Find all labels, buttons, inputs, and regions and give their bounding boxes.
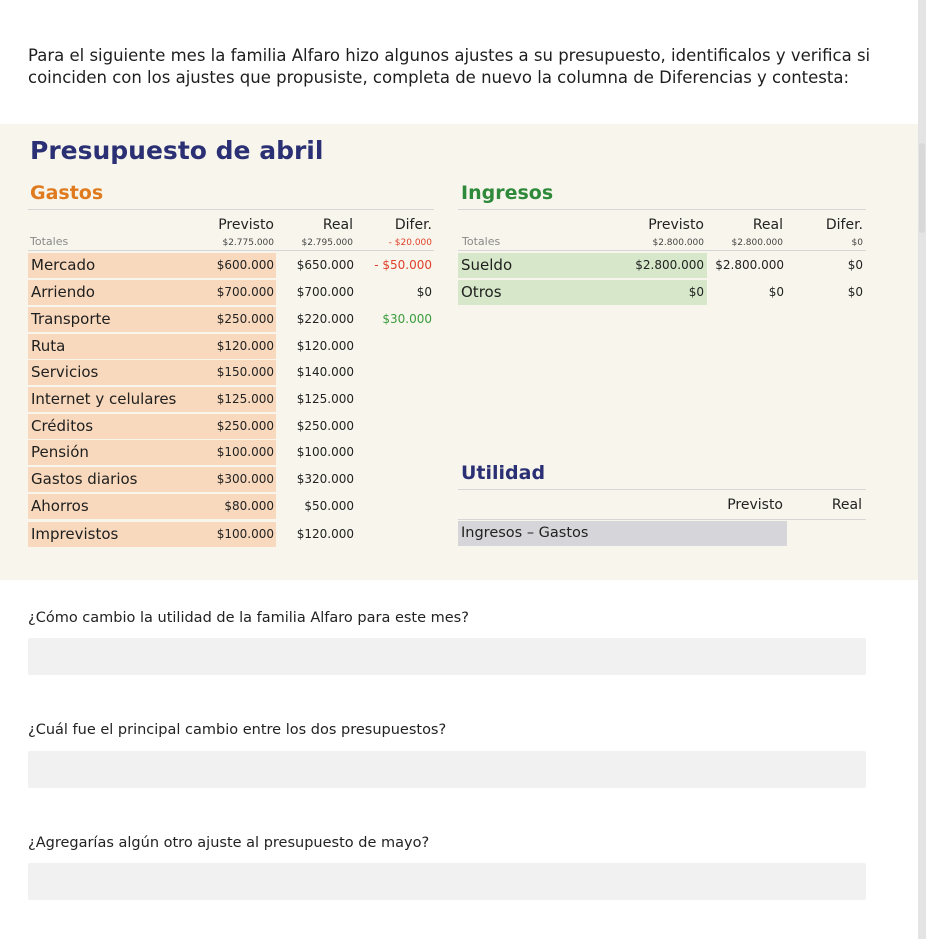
gastos-row-real: $50.000 xyxy=(304,499,354,513)
ingresos-header-difer: Difer. xyxy=(825,217,863,233)
gastos-row-difer: $30.000 xyxy=(382,312,432,326)
gastos-header-previsto: Previsto xyxy=(218,217,274,233)
gastos-row-difer[interactable] xyxy=(358,467,432,492)
gastos-row-real: $320.000 xyxy=(296,472,354,486)
gastos-row-real: $125.000 xyxy=(296,392,354,406)
gastos-row-label: Arriendo xyxy=(28,280,199,305)
answer-field-1[interactable] xyxy=(28,638,866,675)
budget-title: Presupuesto de abril xyxy=(30,136,324,165)
gastos-total-previsto: $2.775.000 xyxy=(222,238,274,248)
gastos-row-difer[interactable] xyxy=(358,414,432,439)
gastos-row-difer: - $50.000 xyxy=(374,258,432,272)
gastos-row-previsto: $600.000 xyxy=(198,253,276,278)
question-1: ¿Cómo cambio la utilidad de la familia Alfaro para este mes? xyxy=(28,610,469,626)
gastos-row-previsto: $80.000 xyxy=(198,494,276,519)
gastos-row-previsto: $700.000 xyxy=(198,280,276,305)
gastos-row-label: Imprevistos xyxy=(28,522,199,547)
gastos-row-label: Ahorros xyxy=(28,494,199,519)
answer-field-2[interactable] xyxy=(28,751,866,788)
gastos-row-label: Internet y celulares xyxy=(28,387,199,412)
ingresos-divider xyxy=(458,209,866,210)
gastos-row-difer[interactable] xyxy=(358,522,432,547)
ingresos-row-label: Otros xyxy=(458,280,629,305)
gastos-row-difer[interactable] xyxy=(358,334,432,359)
gastos-header-difer: Difer. xyxy=(394,217,432,233)
utilidad-header-divider xyxy=(458,519,866,520)
scrollbar-thumb[interactable] xyxy=(919,143,925,233)
gastos-row-real: $250.000 xyxy=(296,419,354,433)
utilidad-title: Utilidad xyxy=(461,462,546,484)
gastos-row-difer[interactable] xyxy=(358,494,432,519)
ingresos-row-previsto: $0 xyxy=(629,280,707,305)
gastos-row-real: $140.000 xyxy=(296,365,354,379)
gastos-row-previsto: $125.000 xyxy=(198,387,276,412)
ingresos-header-real: Real xyxy=(752,217,783,233)
gastos-row-label: Gastos diarios xyxy=(28,467,199,492)
gastos-row-label: Mercado xyxy=(28,253,199,278)
utilidad-header-previsto: Previsto xyxy=(727,497,783,513)
gastos-header-divider xyxy=(28,250,434,251)
gastos-row-previsto: $150.000 xyxy=(198,360,276,385)
gastos-row-real: $120.000 xyxy=(296,527,354,541)
gastos-total-difer: - $20.000 xyxy=(388,238,432,248)
gastos-row-real: $700.000 xyxy=(296,285,354,299)
intro-text: Para el siguiente mes la familia Alfaro hizo algunos ajustes a su presupuesto, identificalos y verifica si coinciden con los ajustes que propusiste, completa de nuevo la columna de Diferencias y contesta: xyxy=(28,46,871,87)
gastos-row-label: Pensión xyxy=(28,440,199,465)
question-3: ¿Agregarías algún otro ajuste al presupuesto de mayo? xyxy=(28,835,430,851)
utilidad-previsto-cell[interactable] xyxy=(709,521,787,546)
gastos-row-real: $100.000 xyxy=(296,445,354,459)
gastos-header-real: Real xyxy=(322,217,353,233)
gastos-row-previsto: $300.000 xyxy=(198,467,276,492)
gastos-row-label: Transporte xyxy=(28,307,199,332)
gastos-row-label: Servicios xyxy=(28,360,199,385)
ingresos-total-difer: $0 xyxy=(851,238,863,248)
question-2: ¿Cuál fue el principal cambio entre los dos presupuestos? xyxy=(28,722,447,738)
gastos-row-difer: $0 xyxy=(416,285,432,299)
gastos-row-label: Ruta xyxy=(28,334,199,359)
ingresos-header-previsto: Previsto xyxy=(648,217,704,233)
answer-field-3[interactable] xyxy=(28,863,866,900)
utilidad-header-real: Real xyxy=(831,497,862,513)
ingresos-title: Ingresos xyxy=(461,182,554,204)
ingresos-row-difer: $0 xyxy=(847,258,863,272)
ingresos-total-real: $2.800.000 xyxy=(731,238,783,248)
ingresos-totales-label: Totales xyxy=(462,235,501,248)
gastos-row-real: $120.000 xyxy=(296,339,354,353)
ingresos-row-difer: $0 xyxy=(847,285,863,299)
gastos-row-label: Créditos xyxy=(28,414,199,439)
gastos-row-previsto: $100.000 xyxy=(198,440,276,465)
gastos-total-real: $2.795.000 xyxy=(301,238,353,248)
utilidad-divider xyxy=(458,489,866,490)
gastos-row-previsto: $250.000 xyxy=(198,307,276,332)
gastos-row-previsto: $120.000 xyxy=(198,334,276,359)
gastos-row-previsto: $100.000 xyxy=(198,522,276,547)
gastos-divider xyxy=(28,209,434,210)
gastos-row-real: $220.000 xyxy=(296,312,354,326)
utilidad-row-label: Ingresos – Gastos xyxy=(458,521,709,546)
ingresos-total-previsto: $2.800.000 xyxy=(652,238,704,248)
ingresos-row-real: $2.800.000 xyxy=(715,258,784,272)
ingresos-row-previsto: $2.800.000 xyxy=(629,253,707,278)
gastos-totales-label: Totales xyxy=(30,235,69,248)
scrollbar-track[interactable] xyxy=(918,0,926,939)
gastos-row-difer[interactable] xyxy=(358,440,432,465)
gastos-title: Gastos xyxy=(30,182,104,204)
gastos-row-difer[interactable] xyxy=(358,387,432,412)
ingresos-row-real: $0 xyxy=(768,285,784,299)
gastos-row-real: $650.000 xyxy=(296,258,354,272)
gastos-row-difer[interactable] xyxy=(358,360,432,385)
ingresos-row-label: Sueldo xyxy=(458,253,629,278)
ingresos-header-divider xyxy=(458,250,866,251)
gastos-row-previsto: $250.000 xyxy=(198,414,276,439)
